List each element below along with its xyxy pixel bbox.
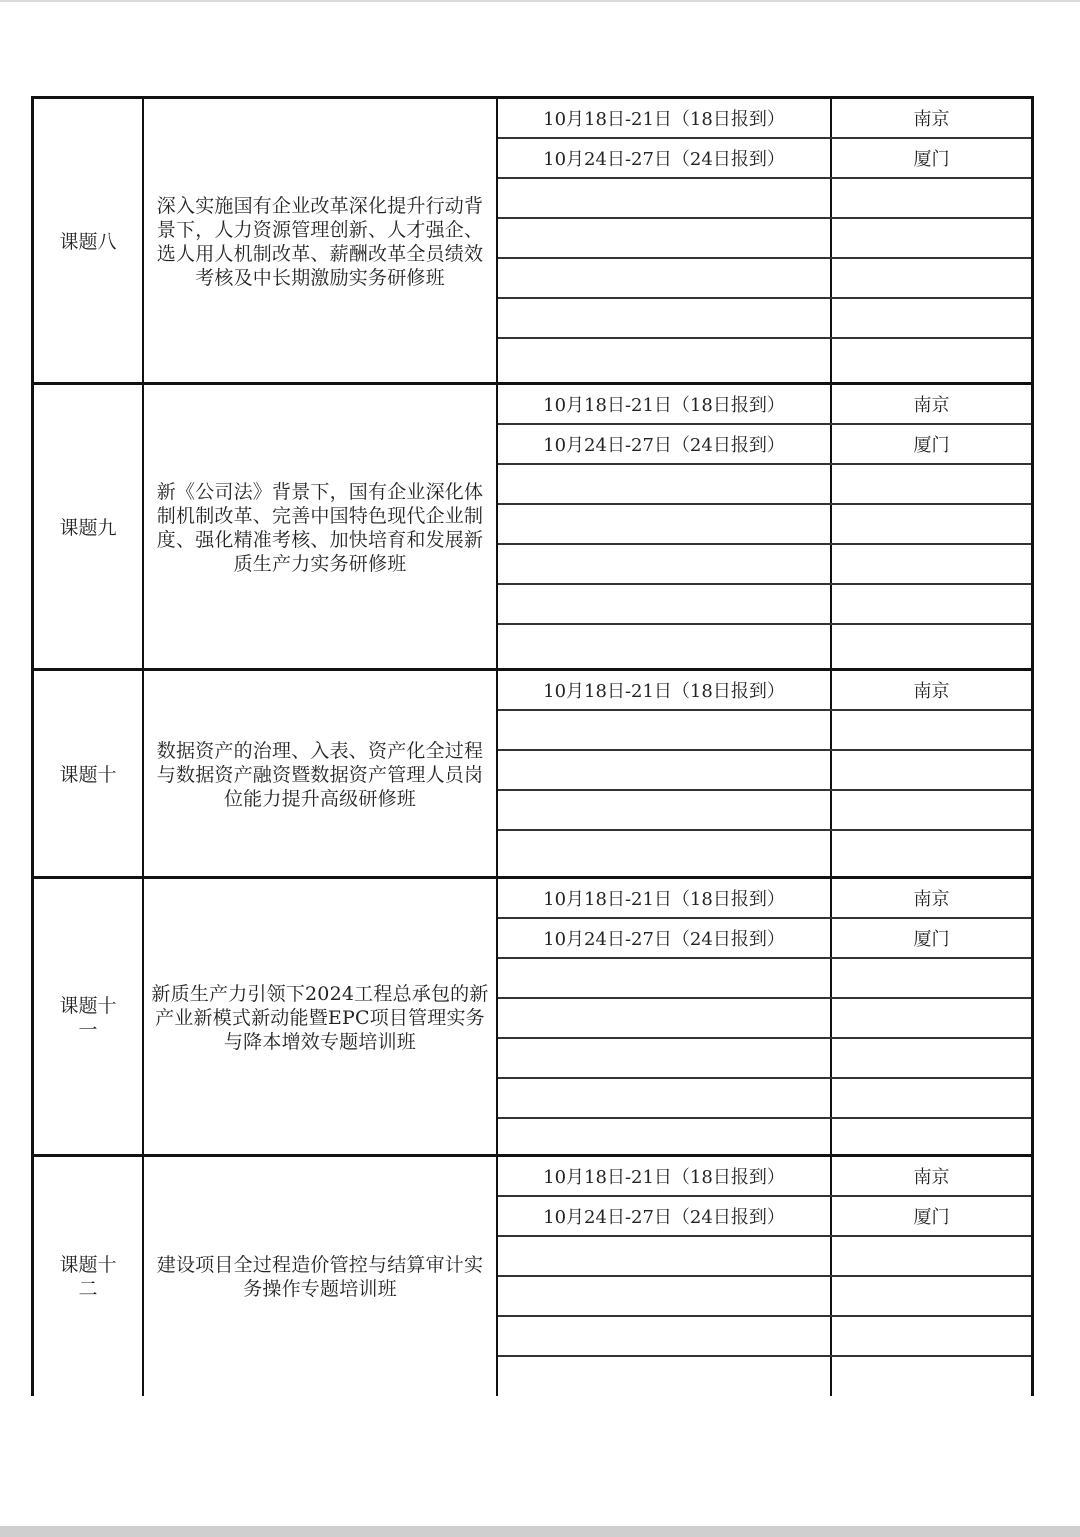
topic-block: [31, 382, 1034, 671]
session-date: [498, 1237, 832, 1275]
session-city: [832, 1277, 1031, 1315]
session-city: [832, 545, 1031, 583]
session-date: 10月18日-21日（18日报到）: [498, 879, 832, 917]
session-row: [498, 139, 1031, 179]
session-date: [498, 339, 832, 385]
session-city: 南京: [913, 889, 950, 910]
topic-title: 新《公司法》背景下，国有企业深化体制机制改革、完善中国特色现代企业制度、强化精准考核、加快培育和发展新质生产力实务研修班: [156, 481, 484, 575]
session-city: [832, 1079, 1031, 1117]
session-date: [498, 959, 832, 997]
session-row: [498, 179, 1031, 219]
session-date: [498, 1039, 832, 1077]
topic-id: 课题九: [59, 517, 117, 539]
session-city: [832, 465, 1031, 503]
session-city: [832, 299, 1031, 337]
session-date: 10月18日-21日（18日报到）: [498, 385, 832, 423]
session-row: [498, 425, 1031, 465]
session-row: [498, 959, 1031, 999]
session-city: [832, 1317, 1031, 1355]
topic-id: 课题十一: [59, 995, 117, 1041]
session-row: [498, 671, 1031, 711]
topic-block: [31, 96, 1034, 385]
session-date: [498, 1079, 832, 1117]
session-date: 10月24日-27日（24日报到）: [498, 139, 832, 177]
session-row: [498, 505, 1031, 545]
session-city: 厦门: [913, 1207, 950, 1228]
session-date: [498, 999, 832, 1037]
session-row: [498, 465, 1031, 505]
session-date: [498, 625, 832, 671]
topic-id-cell: [34, 385, 144, 671]
session-date: 10月24日-27日（24日报到）: [498, 1197, 832, 1235]
session-date: [498, 1277, 832, 1315]
topic-title-cell: [144, 385, 498, 671]
session-row: [498, 711, 1031, 751]
session-row: [498, 625, 1031, 671]
session-row: [498, 585, 1031, 625]
session-date: 10月18日-21日（18日报到）: [498, 1157, 832, 1195]
top-divider: [0, 0, 1080, 2]
session-city: [832, 339, 1031, 385]
session-city: [832, 259, 1031, 297]
session-row: [498, 791, 1031, 831]
session-city: [832, 179, 1031, 217]
session-city: [832, 751, 1031, 789]
session-date: [498, 1357, 832, 1396]
bottom-bar: [0, 1526, 1080, 1537]
session-date: 10月24日-27日（24日报到）: [498, 919, 832, 957]
session-date: [498, 219, 832, 257]
topic-block: [31, 1154, 1034, 1396]
session-row: [498, 999, 1031, 1039]
topic-title-cell: [144, 879, 498, 1157]
topic-title: 新质生产力引领下2024工程总承包的新产业新模式新动能暨EPC项目管理实务与降本增效专题培训班: [151, 983, 489, 1053]
session-city: [832, 1357, 1031, 1396]
topic-title-cell: [144, 671, 498, 878]
session-city: [832, 625, 1031, 671]
session-rows: [498, 385, 1031, 671]
session-city: [832, 1039, 1031, 1077]
session-city: [832, 711, 1031, 749]
session-row: [498, 1357, 1031, 1396]
session-city: 南京: [913, 395, 950, 416]
topic-block: [31, 876, 1034, 1157]
session-row: [498, 299, 1031, 339]
session-rows: [498, 1157, 1031, 1396]
topic-title-cell: [144, 1157, 498, 1396]
session-city: [832, 1119, 1031, 1157]
topic-id: 课题八: [59, 231, 117, 253]
session-rows: [498, 99, 1031, 385]
session-row: [498, 385, 1031, 425]
session-city: [832, 791, 1031, 829]
topic-id: 课题十二: [59, 1253, 117, 1300]
session-row: [498, 1197, 1031, 1237]
session-row: [498, 1039, 1031, 1079]
session-row: [498, 751, 1031, 791]
session-row: [498, 1317, 1031, 1357]
session-date: [498, 751, 832, 789]
session-row: [498, 1277, 1031, 1317]
session-row: [498, 831, 1031, 878]
session-city: 厦门: [913, 149, 950, 170]
topic-id-cell: [34, 99, 144, 385]
session-row: [498, 879, 1031, 919]
session-city: [832, 505, 1031, 543]
session-row: [498, 99, 1031, 139]
topic-title: 数据资产的治理、入表、资产化全过程与数据资产融资暨数据资产管理人员岗位能力提升高级研修班: [156, 739, 484, 810]
session-row: [498, 1119, 1031, 1157]
session-date: [498, 179, 832, 217]
session-date: [498, 505, 832, 543]
session-city: [832, 831, 1031, 878]
session-date: [498, 1119, 832, 1157]
session-row: [498, 219, 1031, 259]
session-city: 南京: [913, 681, 950, 702]
session-date: [498, 711, 832, 749]
topic-title: 深入实施国有企业改革深化提升行动背景下，人力资源管理创新、人才强企、选人用人机制改革、薪酬改革全员绩效考核及中长期激励实务研修班: [156, 195, 484, 289]
topic-block: [31, 668, 1034, 878]
session-city: [832, 999, 1031, 1037]
topic-title-cell: [144, 99, 498, 385]
session-city: 南京: [913, 109, 950, 130]
session-city: 南京: [913, 1167, 950, 1188]
session-row: [498, 1079, 1031, 1119]
session-rows: [498, 879, 1031, 1157]
topic-id: 课题十: [59, 763, 117, 786]
session-date: [498, 791, 832, 829]
session-date: [498, 1317, 832, 1355]
session-date: [498, 585, 832, 623]
session-date: [498, 831, 832, 878]
topic-title: 建设项目全过程造价管控与结算审计实务操作专题培训班: [156, 1253, 484, 1300]
session-row: [498, 1157, 1031, 1197]
session-date: 10月18日-21日（18日报到）: [498, 99, 832, 137]
session-date: 10月18日-21日（18日报到）: [498, 671, 832, 709]
session-city: 厦门: [913, 435, 950, 456]
topic-id-cell: [34, 879, 144, 1157]
session-row: [498, 545, 1031, 585]
session-date: [498, 299, 832, 337]
session-rows: [498, 671, 1031, 878]
schedule-table: [31, 96, 1034, 1396]
session-city: 厦门: [913, 929, 950, 950]
session-city: [832, 1237, 1031, 1275]
topic-id-cell: [34, 1157, 144, 1396]
session-row: [498, 339, 1031, 385]
session-city: [832, 585, 1031, 623]
topic-id-cell: [34, 671, 144, 878]
session-row: [498, 919, 1031, 959]
session-row: [498, 1237, 1031, 1277]
session-date: 10月24日-27日（24日报到）: [498, 425, 832, 463]
session-date: [498, 259, 832, 297]
session-date: [498, 545, 832, 583]
session-date: [498, 465, 832, 503]
session-row: [498, 259, 1031, 299]
session-city: [832, 219, 1031, 257]
session-city: [832, 959, 1031, 997]
